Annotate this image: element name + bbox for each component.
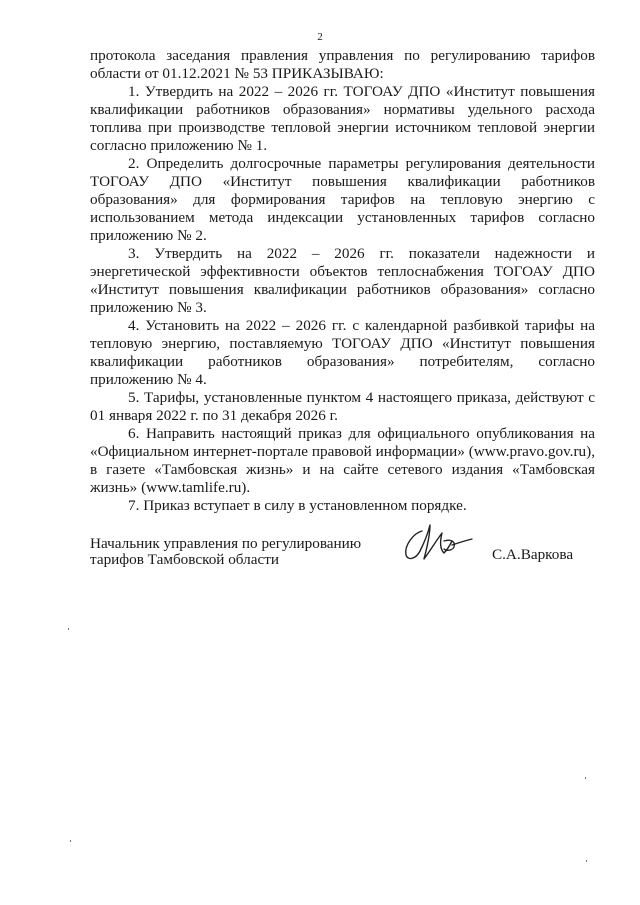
scan-speck (585, 777, 586, 779)
paragraph-item-7: 7. Приказ вступает в силу в установленном порядке. (128, 497, 467, 514)
signature-block (90, 536, 595, 576)
paragraph-item-5: 5. Тарифы, установленные пунктом 4 настоящего приказа, действуют с 01 января 2022 г. по 31 декабря 2026 г. (90, 389, 595, 424)
paragraph-item-3: 3. Утвердить на 2022 – 2026 гг. показатели надежности и энергетической эффективности объектов теплоснабжения ТОГОАУ ДПО «Институт повышения квалификации работников образования» согласно приложению № 3. (90, 245, 595, 316)
page-number: 2 (317, 31, 323, 43)
signatory-title-line-2: тарифов Тамбовской области (90, 551, 279, 568)
paragraph-intro: протокола заседания правления управления по регулированию тарифов области от 01.12.2021 № 53 ПРИКАЗЫВАЮ: (90, 47, 595, 82)
scan-speck (68, 628, 69, 630)
paragraph-item-1: 1. Утвердить на 2022 – 2026 гг. ТОГОАУ ДПО «Институт повышения квалификации работников образования» нормативы удельного расхода топлива при производстве тепловой энергии источником тепловой энергии согласно приложению № 1. (90, 83, 595, 154)
signatory-title (90, 536, 390, 568)
document-body (90, 47, 595, 515)
scan-speck (70, 840, 71, 842)
paragraph-item-4: 4. Установить на 2022 – 2026 гг. с календарной разбивкой тарифы на тепловую энергию, поставляемую ТОГОАУ ДПО «Институт повышения квалификации работников образования» потребителям, согласно приложению № 4. (90, 317, 595, 388)
signatory-name: С.А.Варкова (492, 546, 574, 563)
paragraph-item-6: 6. Направить настоящий приказ для официального опубликования на «Официальном интернет-портале правовой информации» (www.pravo.gov.ru), в газете «Тамбовская жизнь» и на сайте сетевого издания «Тамбовская жизнь» (www.tamlife.ru). (90, 425, 595, 496)
scan-speck (586, 860, 587, 862)
handwritten-signature-icon (400, 519, 480, 567)
signatory-title-line-1: Начальник управления по регулированию (90, 535, 362, 552)
paragraph-item-2: 2. Определить долгосрочные параметры регулирования деятельности ТОГОАУ ДПО «Институт повышения квалификации работников образования» для формирования тарифов на тепловую энергию с использованием метода индексации установленных тарифов согласно приложению № 2. (90, 155, 595, 244)
